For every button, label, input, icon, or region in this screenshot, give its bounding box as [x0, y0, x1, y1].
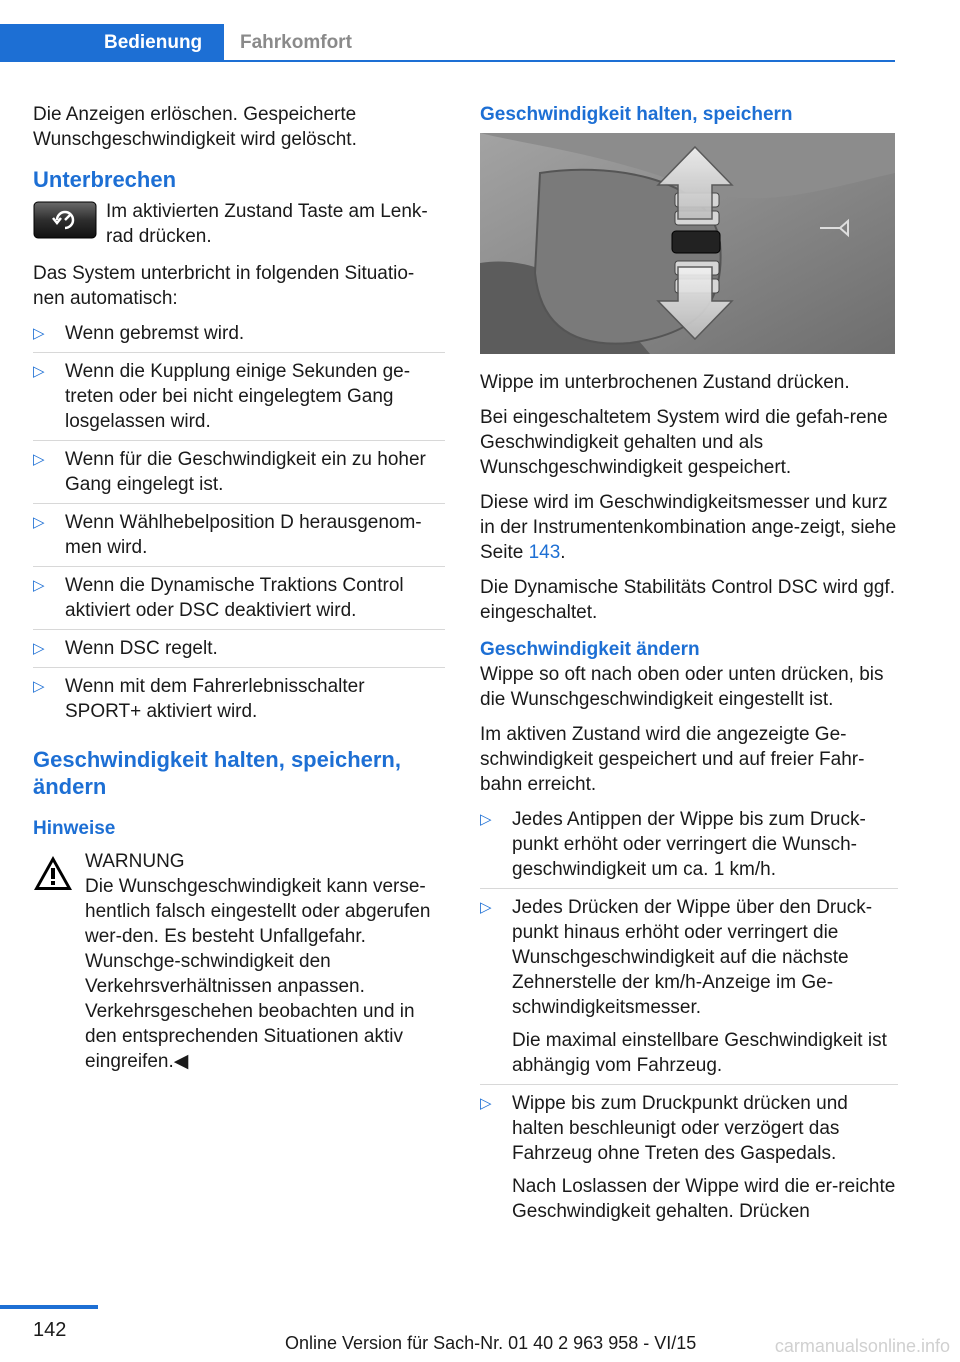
left-column: [33, 102, 445, 1074]
triangle-bullet-icon: ▷: [33, 451, 45, 468]
warning-title: WARNUNG: [85, 851, 185, 872]
intro-text: Die Anzeigen erlöschen. Gespeicherte Wunschgeschwindigkeit wird gelöscht.: [33, 104, 357, 150]
triangle-bullet-icon: ▷: [33, 577, 45, 594]
list-item: ▷ Jedes Drücken der Wippe über den Druck‐punkt hinaus erhöht oder verringert die Wunschgeschwindigkeit auf die nächste Zehnerstelle der km/h-Anzeige im Ge‐schwindigkeitsmesser. Die maximal einstellbare Geschwindigkeit ist abhängig vom Fahrzeug.: [480, 895, 898, 1085]
tab-bedienung[interactable]: Bedienung: [0, 24, 224, 62]
page-number: 142: [0, 1305, 98, 1342]
resume-button-row: [33, 199, 445, 251]
triangle-bullet-icon: ▷: [480, 899, 492, 916]
list-item: ▷ Wippe bis zum Druckpunkt drücken und halten beschleunigt oder verzögert das Fahrzeug ohne Treten des Gaspedals. Nach Loslassen der Wippe wird die er‐reichte Geschwindigkeit gehalten. Drücken: [480, 1093, 896, 1222]
list-item: ▷ Wenn gebremst wird.: [33, 321, 445, 353]
heading-unterbrechen: Unterbrechen: [33, 167, 177, 192]
page-link-143[interactable]: 143: [528, 542, 561, 563]
header-rule: [0, 60, 895, 62]
para-system-on: Bei eingeschaltetem System wird die gefah‐rene Geschwindigkeit gehalten und als Wunschgeschwindigkeit gespeichert.: [480, 407, 888, 478]
photo-caption: Wippe im unterbrochenen Zustand drücken.: [480, 372, 850, 393]
list-item: ▷ Wenn die Kupplung einige Sekunden ge‐treten oder bei nicht eingelegtem Gang losgelassen wird.: [33, 359, 445, 441]
interrupt-list: [33, 321, 445, 730]
list-item: ▷ Wenn für die Geschwindigkeit ein zu hoher Gang eingelegt ist.: [33, 447, 445, 504]
para-rocker: Wippe so oft nach oben oder unten drücken, bis die Wunschgeschwindigkeit eingestellt ist.: [480, 664, 884, 710]
steering-wheel-rocker-photo: [480, 133, 895, 354]
triangle-bullet-icon: ▷: [480, 811, 492, 828]
warning-block: [33, 849, 445, 1074]
list-item: ▷ Wenn DSC regelt.: [33, 636, 445, 668]
triangle-bullet-icon: ▷: [33, 363, 45, 380]
list-item: ▷ Jedes Antippen der Wippe bis zum Druck‐punkt erhöht oder verringert die Wunsch‐geschwindigkeit um ca. 1 km/h.: [480, 807, 898, 889]
list-item: ▷ Wenn die Dynamische Traktions Control aktiviert oder DSC deaktiviert wird.: [33, 573, 445, 630]
heading-halten-speichern: Geschwindigkeit halten, speichern: [480, 104, 793, 125]
warning-text: Die Wunschgeschwindigkeit kann verse‐hentlich falsch eingestellt oder abgerufen wer‐den. Es besteht Unfallgefahr. Wunschge‐schwindigkeit den Verkehrsverhältnissen anpassen. Verkehrsgeschehen beobachten und in den entsprechenden Situationen aktiv eingreifen.◀: [85, 876, 431, 1072]
para-active-state: Im aktiven Zustand wird die angezeigte Ge‐schwindigkeit gespeichert und auf freier Fahr‐bahn erreicht.: [480, 724, 865, 795]
right-column: [480, 102, 898, 1236]
watermark: carmanualsonline.info: [774, 1336, 950, 1356]
list-item: ▷ Wenn Wählhebelposition D herausgenom‐men wird.: [33, 510, 445, 567]
rocker-list: [480, 807, 898, 1230]
cruise-resume-button-icon: [33, 201, 97, 239]
header-tabbar: [0, 24, 895, 62]
triangle-bullet-icon: ▷: [33, 640, 45, 657]
triangle-bullet-icon: ▷: [33, 325, 45, 342]
list-item: ▷ Wenn mit dem Fahrerlebnisschalter SPORT+ aktiviert wird.: [33, 676, 365, 722]
triangle-bullet-icon: ▷: [33, 678, 45, 695]
triangle-bullet-icon: ▷: [33, 514, 45, 531]
resume-instruction: Im aktivierten Zustand Taste am Lenk‐rad drücken.: [106, 201, 428, 247]
para-dsc: Die Dynamische Stabilitäts Control DSC wird ggf. eingeschaltet.: [480, 577, 895, 623]
para-display: Diese wird im Geschwindigkeitsmesser und kurz in der Instrumentenkombination ange‐zeigt, siehe Seite 143.: [480, 492, 897, 563]
tab-fahrkomfort[interactable]: Fahrkomfort: [240, 32, 352, 53]
warning-triangle-icon: [33, 855, 73, 891]
online-version-footer: Online Version für Sach-Nr. 01 40 2 963 958 - VI/15: [285, 1333, 697, 1353]
auto-interrupt-text: Das System unterbricht in folgenden Situatio‐nen automatisch:: [33, 263, 415, 309]
heading-geschwindigkeit-aendern: Geschwindigkeit ändern: [480, 639, 700, 660]
heading-halten-speichern-aendern: Geschwindigkeit halten, speichern, ändern: [33, 747, 401, 799]
heading-hinweise: Hinweise: [33, 818, 116, 839]
triangle-bullet-icon: ▷: [480, 1095, 492, 1112]
